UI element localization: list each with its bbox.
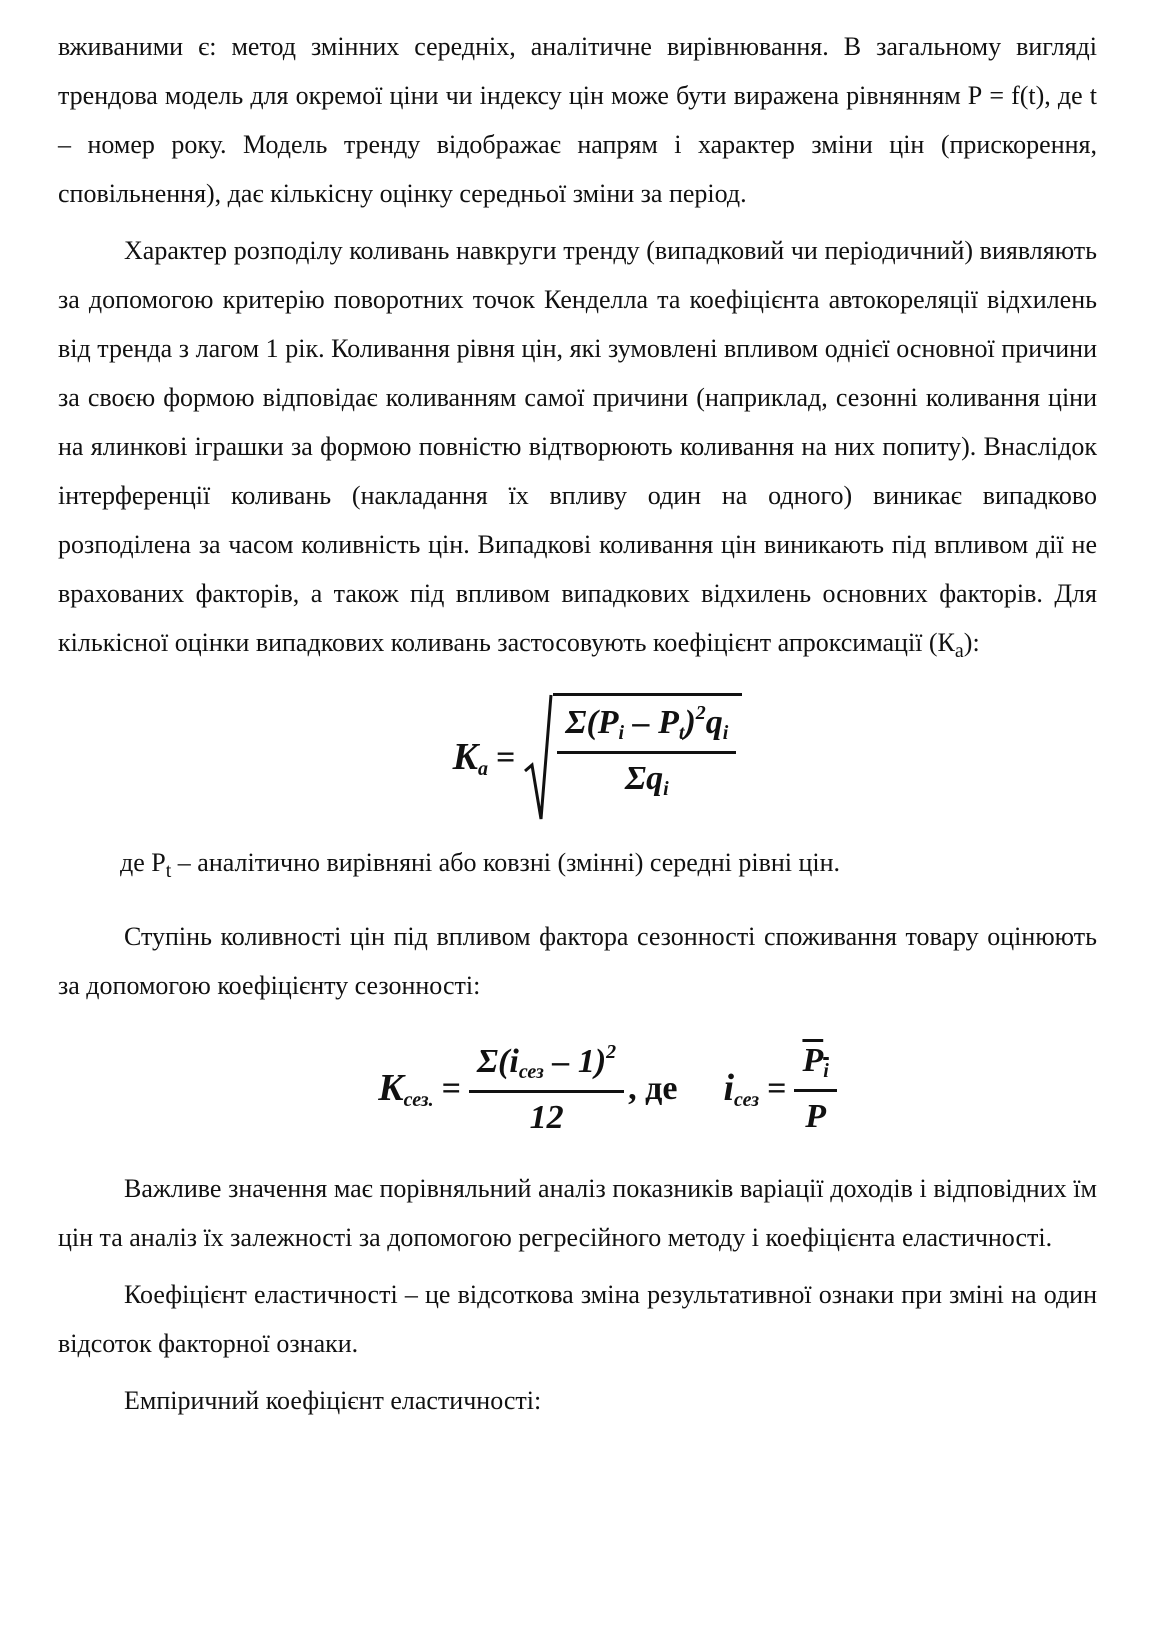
- formula2-index-fraction-bar: [794, 1089, 836, 1092]
- formula2-index-denominator: P: [805, 1098, 826, 1135]
- formula2-index-numerator: $P_i$: [802, 1042, 829, 1082]
- formula2-denominator: 12: [529, 1099, 564, 1136]
- formula2-separator: , де: [628, 1070, 678, 1107]
- formula2-equals: =: [441, 1070, 461, 1107]
- paragraph-empirical-elasticity: Емпіричний коефіцієнт еластичності:: [124, 1386, 542, 1415]
- formula2-index: $i_{сез}$: [723, 1067, 760, 1111]
- approximation-formula: [58, 678, 1097, 838]
- paragraph-elasticity-definition: Коефіцієнт еластичності – це відсоткова зміна результативної ознаки при зміні на один відсоток факторної ознаки.: [58, 1280, 1097, 1358]
- formula2-fraction: [469, 1041, 624, 1137]
- paragraph-fluctuations: [58, 226, 1097, 676]
- formula2-numerator: $\Sigma(i_{сез} - 1)^2$: [476, 1041, 617, 1083]
- formula2-fraction-bar: [469, 1090, 624, 1093]
- formula1-fraction: [557, 702, 736, 801]
- paragraph-comparative-analysis: Важливе значення має порівняльний аналіз показників варіації доходів і відповідних їм цін та аналіз їх залежності за допомогою регресійного методу і коефіцієнта еластичності.: [58, 1174, 1097, 1252]
- approximation-subscript: a: [954, 640, 964, 662]
- paragraph-trend-model: вживаними є: метод змінних середніх, аналітичне вирівнювання. В загальному вигляді трендова модель для окремої ціни чи індексу цін може бути виражена рівнянням Р = f(t), де t – номер року. Модель тренду відображає напрям і характер зміни цін (прискорення, сповільнення), дає кількісну оцінку середньої зміни за період.: [58, 32, 1097, 208]
- formula1-fraction-bar: [557, 751, 736, 754]
- pt-subscript: t: [165, 860, 172, 882]
- formula2-index-equals: =: [767, 1070, 787, 1107]
- paragraph-pt-definition: де $Р_t$ – аналітично вирівняні або ковзні (змінні) середні рівні цін.: [120, 848, 841, 882]
- paragraph-fluctuations-end: ):: [963, 628, 980, 657]
- seasonality-formula: [58, 1014, 1097, 1164]
- formula1-denominator: $\Sigma q_i$: [625, 760, 669, 800]
- formula1-equals: =: [496, 739, 516, 776]
- formula2-lhs: $K_{сез.}$: [378, 1067, 434, 1111]
- paragraph-seasonality: Ступінь коливності цін під впливом фактора сезонності споживання товару оцінюють за допомогою коефіцієнту сезонності:: [58, 922, 1097, 1000]
- formula1-sqrt: [523, 693, 742, 823]
- formula1-numerator: $\Sigma(P_i - P_t)^2q_i$: [565, 702, 729, 744]
- formula2-index-fraction: [794, 1042, 836, 1136]
- paragraph-fluctuations-text: Характер розподілу коливань навкруги тренду (випадковий чи періодичний) виявляють за допомогою критерію поворотних точок Кенделла та коефіцієнта автокореляції відхилень від тренда з лагом 1 рік. Коливання рівня цін, які зумовлені впливом однієї основної причини за своєю формою відповідає коливанням самої причини (наприклад, сезонні коливання ціни на ялинкові іграшки за формою повністю відтворюють коливання на них попиту). Внаслідок інтерференції коливань (накладання їх впливу один на одного) виникає випадково розподілена за часом коливність цін. Випадкові коливання цін виникають під впливом дії не врахованих факторів, а також під впливом випадкових відхилень основних факторів. Для кількісної оцінки випадкових коливань застосовують коефіцієнт апроксимації (К: [58, 236, 1097, 657]
- radical-sign-icon: [523, 693, 553, 823]
- formula1-lhs: $K_a$: [452, 736, 489, 780]
